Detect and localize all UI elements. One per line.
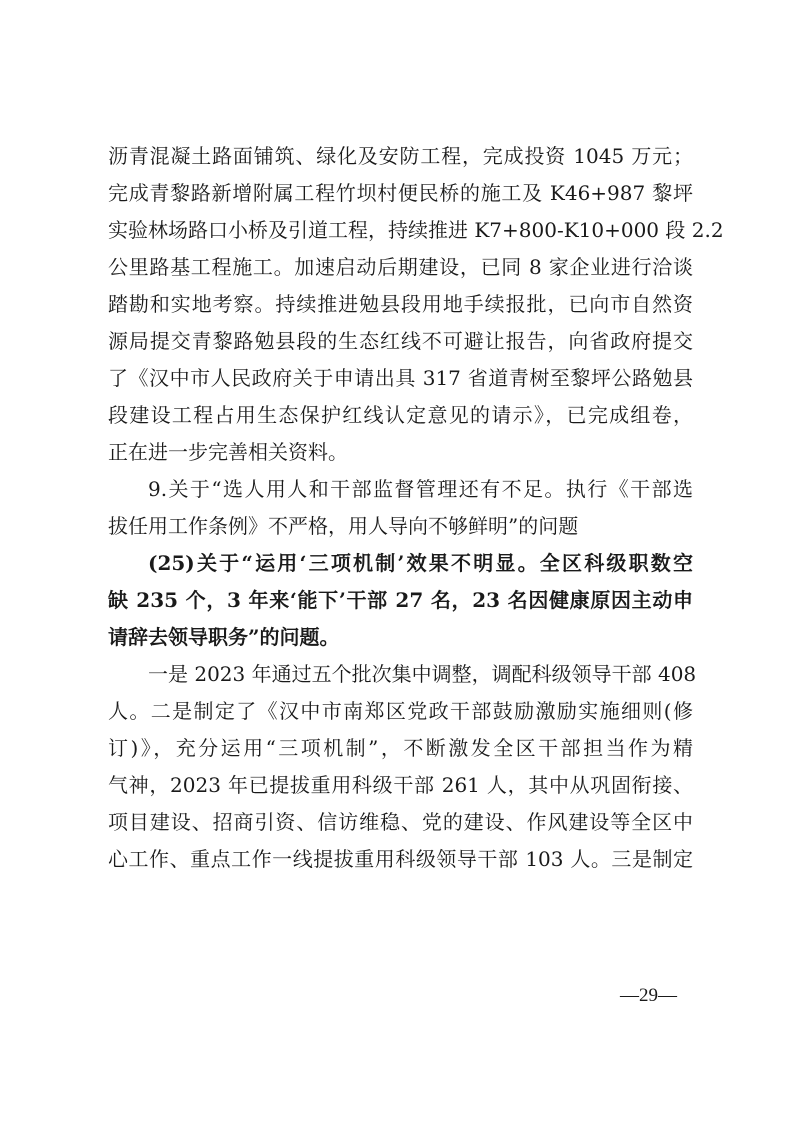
text-line: 了《汉中市人民政府关于申请出具 317 省道青树至黎坪公路勉县 (108, 366, 693, 390)
text-line: (25)关于“运用‘三项机制’效果不明显。全区科级职数空 (148, 551, 693, 575)
text-line: 正在进一步完善相关资料。 (108, 440, 348, 464)
text-line: 项目建设、招商引资、信访维稳、党的建设、作风建设等全区中 (108, 810, 693, 834)
text-line: 一是 2023 年通过五个批次集中调整，调配科级领导干部 408 (148, 662, 697, 686)
paragraph-item-9-heading (108, 471, 693, 545)
text-line: 气神，2023 年已提拔重用科级干部 261 人，其中从巩固衔接、 (108, 773, 693, 797)
paragraph-project-progress (108, 138, 724, 471)
text-line: 段建设工程占用生态保护红线认定意见的请示》，已完成组卷， (108, 403, 693, 427)
paragraph-item-25-heading (108, 545, 693, 656)
text-line: 订)》，充分运用“三项机制”，不断激发全区干部担当作为精 (108, 736, 693, 760)
text-line: 实验林场路口小桥及引道工程，持续推进 K7+800-K10+000 段 2.2 (108, 218, 724, 242)
text-line: 源局提交青黎路勉县段的生态红线不可避让报告，向省政府提交 (108, 329, 693, 353)
text-line: 缺 235 个，3 年来‘能下’干部 27 名，23 名因健康原因主动申 (108, 588, 693, 612)
text-line: 人。二是制定了《汉中市南郑区党政干部鼓励激励实施细则(修 (108, 699, 693, 723)
page-number: —29— (620, 985, 677, 1006)
text-line: 心工作、重点工作一线提拔重用科级领导干部 103 人。三是制定 (108, 847, 693, 871)
text-line: 9.关于“选人用人和干部监督管理还有不足。执行《干部选 (148, 477, 693, 501)
text-line: 请辞去领导职务”的问题。 (108, 625, 340, 649)
text-line: 拔任用工作条例》不严格，用人导向不够鲜明”的问题 (108, 514, 579, 538)
text-line: 公里路基工程施工。加速启动后期建设，已同 8 家企业进行洽谈 (108, 255, 693, 279)
text-line: 踏勘和实地考察。持续推进勉县段用地手续报批，已向市自然资 (108, 292, 693, 316)
document-body (108, 138, 724, 878)
text-line: 沥青混凝土路面铺筑、绿化及安防工程，完成投资 1045 万元； (108, 144, 693, 168)
text-line: 完成青黎路新增附属工程竹坝村便民桥的施工及 K46+987 黎坪 (108, 181, 693, 205)
paragraph-item-25-body (108, 656, 697, 878)
